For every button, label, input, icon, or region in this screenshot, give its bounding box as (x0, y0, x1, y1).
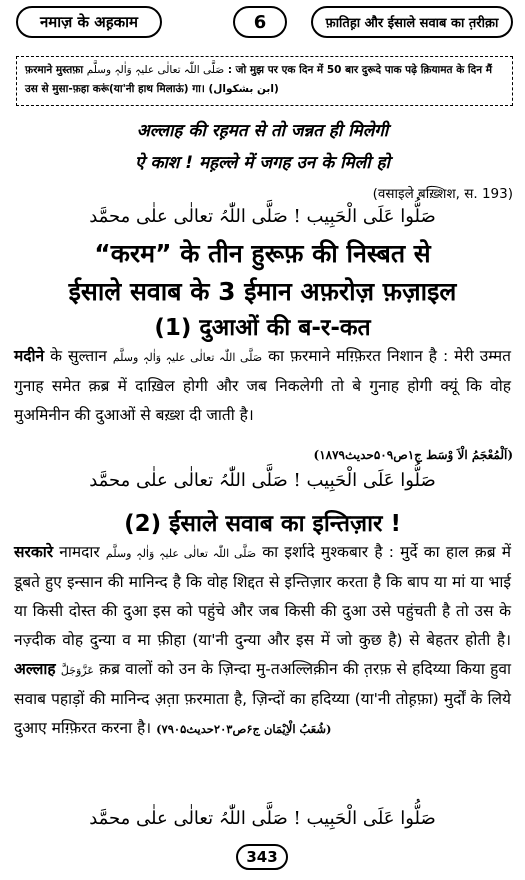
section2-paragraph (14, 538, 511, 744)
main-title-line1: “करम” के तीन हुरूफ़ की निस्बत से (94, 239, 431, 268)
salawat-3: صَلُّوا عَلَی الْحَبِیب ! صَلَّی اللّٰہُ تعالٰی علٰی محمَّد (89, 808, 436, 829)
couplet-line2: ऐ काश ! मह़ल्ले में जगह उन के मिली हो (135, 153, 390, 173)
page-number: 343 (236, 844, 288, 870)
section2-bold-start: सरकारे (14, 543, 54, 561)
section2-bold-allah: अल्लाह (14, 660, 56, 678)
header-chapter-title: फ़ातिह़ा और ईसाले सवाब का त़रीक़ा (311, 6, 513, 38)
section2-azza: عَزَّوَجَلَّ (60, 664, 94, 677)
section1-honorific: صَلَّی اللّٰہ تعالٰی علیہٖ وَاٰلہٖ وسلَّم (112, 351, 263, 364)
header-page-badge: 6 (233, 6, 287, 38)
salawat-2: صَلُّوا عَلَی الْحَبِیب ! صَلَّی اللّٰہُ تعالٰی علٰی محمَّد (89, 470, 436, 491)
section1-text-a: के सुल्तान (44, 347, 113, 365)
header-book-title: नमाज़ के अह़काम (16, 6, 162, 38)
section1-bold-start: मदीने (14, 347, 45, 365)
couplet-line1: अल्लाह की रह़मत से तो जन्नत ही मिलेगी (136, 121, 389, 141)
section2-honorific: صَلَّی اللّٰہ تعالٰی علیہٖ وَاٰلہٖ وسلَّم (105, 547, 257, 560)
section1-paragraph (14, 342, 511, 430)
section2-text-c: क़ब्र वालों को उन के ज़िन्दा मु-तअल्लिक़ीन की त़रफ़ से हदिय्या किया हुवा सवाब पहाड़ों की मानिन्द अ़त़ा फ़रमाता है, ज़िन्दों का हदिय्या (या'नी तोह़फ़ा) मुर्दों के लिये दुआए मग़्फ़िरत करना है। (14, 660, 511, 737)
section1-text-b: का फ़रमाने मग़्फ़िरत निशान है : मेरी उम्मत गुनाह समेत क़ब्र में दाख़िल होगी और जब निकलेगी तो बे गुनाह होगी क्यूं कि वोह मुअमिनीन की दुआओं से बख़्श दी जाती है। (14, 347, 512, 424)
section2-reference: (شُعَبُ الْاِیْمَان ج۶ص۲۰۳حدیث۷۹۰۵) (156, 722, 332, 736)
notice-lead: फ़रमाने मुस्तफ़ा (25, 64, 84, 76)
section2-text-b: का इर्शादे मुश्कबार है : मुर्दे का हाल क़ब्र में डूबते हुए इन्सान की मानिन्द है कि वोह शिद्दत से इन्तिज़ार करता है कि बाप या मां या भाई या किसी दोस्त की दुआ इस को पहुंचे और जब किसी की दुआ उसे पहुंचती है तो उस के नज़्दीक वोह दुन्या व मा फ़ीहा (या'नी दुन्या और इस में जो कुछ है) से बेहतर होती है। (14, 543, 511, 649)
hadith-notice-box (16, 56, 513, 106)
section1-heading: (1) दुआओं की ब-र-कत (154, 315, 371, 341)
section2-text-a: नामदार (53, 543, 106, 561)
notice-line2: उस से मुसा-फ़हा करूं(या'नी हाथ मिलाऊं) गा। (ابن بشکوال) (25, 83, 279, 95)
couplet-source: (वसाइले बख़्शिश, स. 193) (372, 186, 513, 202)
notice-line1: : जो मुझ पर एक दिन में 50 बार दुरूदे पाक पढ़े क़ियामत के दिन मैं (227, 64, 492, 76)
salawat-1: صَلُّوا عَلَی الْحَبِیب ! صَلَّی اللّٰہُ تعالٰی علٰی محمَّد (89, 206, 436, 227)
main-title-line2: ईसाले सवाब के 3 ईमान अफ़रोज़ फ़ज़ाइल (68, 277, 457, 306)
section1-reference: (اَلْمُعْجَمُ الْاَ وْسَط ج۱ص۵۰۹حدیث۱۸۷۹) (313, 448, 513, 462)
section2-heading: (2) ईसाले सवाब का इन्तिज़ार ! (124, 511, 401, 537)
notice-honorific: صَلَّی اللّٰہ تعالٰی علیہٖ وَاٰلہٖ وسلَّم (86, 64, 225, 76)
